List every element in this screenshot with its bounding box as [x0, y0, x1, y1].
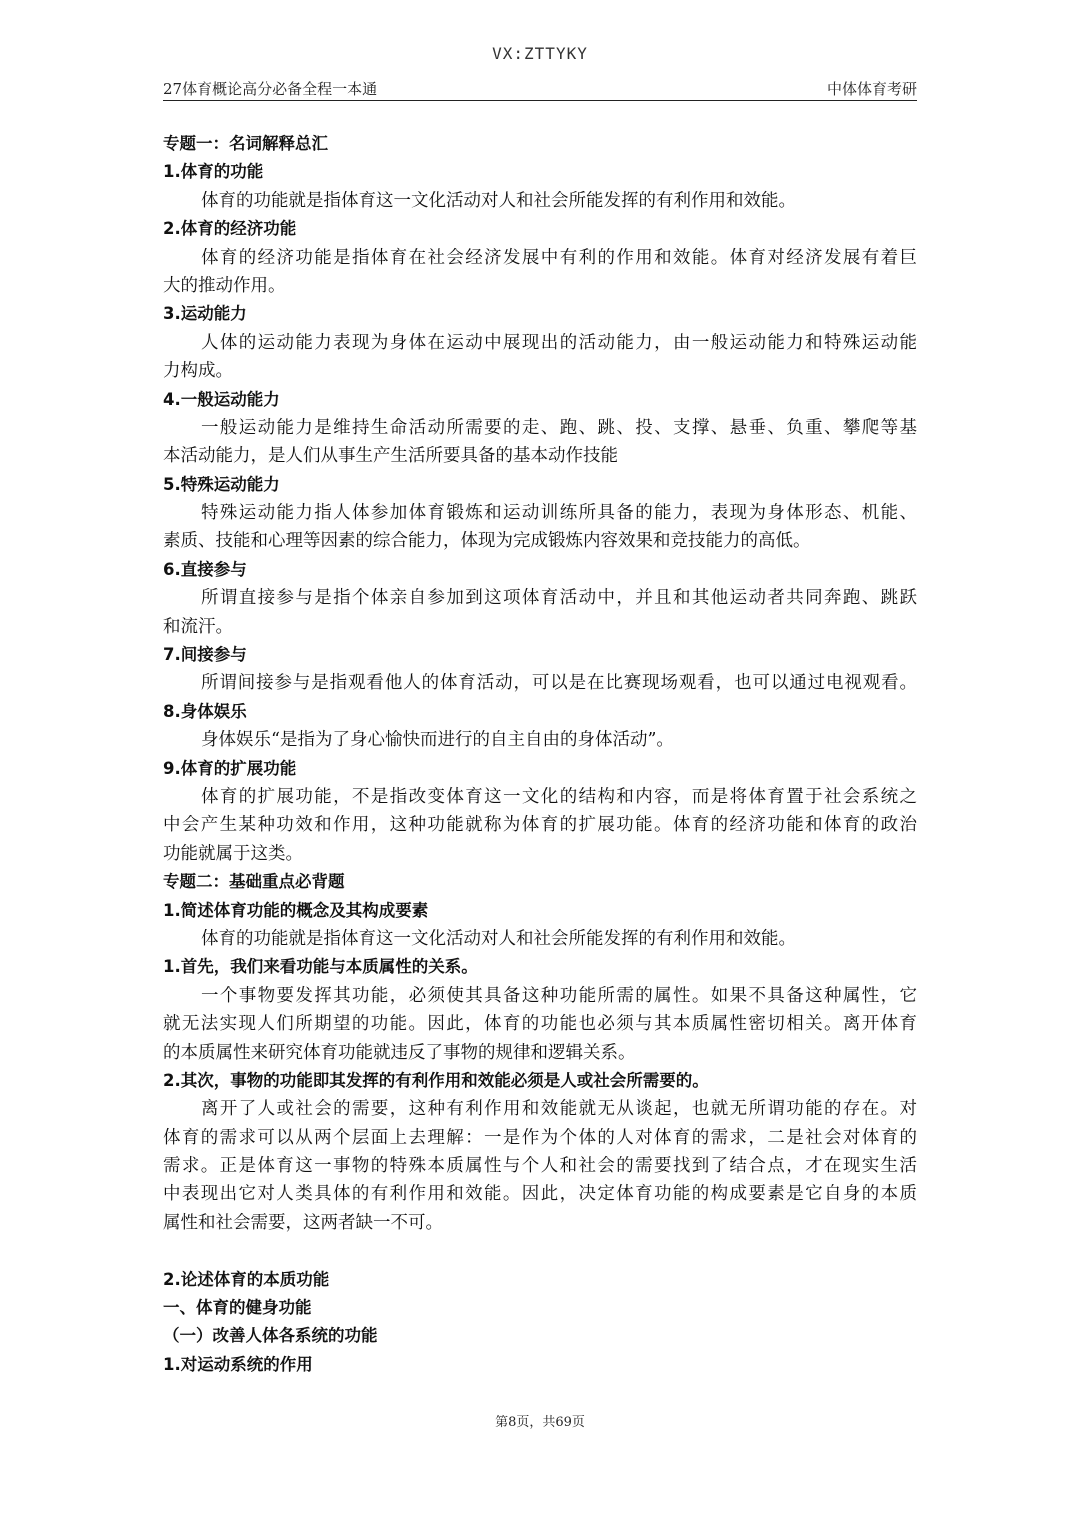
paragraph-line: 所谓间接参与是指观看他人的体育活动，可以是在比赛现场观看，也可以通过电视观看。 — [201, 673, 917, 694]
header-publisher: 中体体育考研 — [826, 80, 917, 98]
watermark: VX:ZTTYKY — [492, 44, 588, 63]
section-heading: 专题一：名词解释总汇 — [163, 134, 328, 153]
paragraph-line: 功能就属于这类。 — [163, 843, 303, 864]
page-number: 第8页，共69页 — [495, 1415, 585, 1430]
paragraph-line: 的本质属性来研究体育功能就违反了事物的规律和逻辑关系。 — [163, 1042, 636, 1063]
paragraph-line: 一般运动能力是维持生命活动所需要的走、跑、跳、投、支撑、悬垂、负重、攀爬等基 — [201, 417, 917, 438]
paragraph-line: 体育的功能就是指体育这一文化活动对人和社会所能发挥的有利作用和效能。 — [201, 928, 796, 949]
section-heading: 1.体育的功能 — [163, 162, 264, 182]
section-heading: 1.简述体育功能的概念及其构成要素 — [163, 900, 429, 920]
paragraph-line: 和流汗。 — [163, 616, 233, 637]
section-heading: 2.体育的经济功能 — [163, 219, 297, 239]
paragraph-line: 所谓直接参与是指个体亲自参加到这项体育活动中，并且和其他运动者共同奔跑、跳跃 — [201, 588, 917, 609]
paragraph-line: 中表现出它对人类具体的有利作用和效能。因此，决定体育功能的构成要素是它自身的本质 — [163, 1184, 917, 1205]
paragraph-line: 属性和社会需要，这两者缺一不可。 — [163, 1212, 443, 1233]
page-header — [163, 78, 917, 101]
paragraph-line: 体育的经济功能是指体育在社会经济发展中有利的作用和效能。体育对经济发展有着巨 — [201, 247, 917, 268]
section-heading: 8.身体娱乐 — [163, 701, 247, 721]
section-heading: 4.一般运动能力 — [163, 389, 280, 409]
section-heading: 2.论述体育的本质功能 — [163, 1269, 330, 1289]
paragraph-line: 需求。正是体育这一事物的特殊本质属性与个人和社会的需要找到了结合点，才在现实生活 — [163, 1156, 917, 1177]
paragraph-line: 身体娱乐“是指为了身心愉快而进行的自主自由的身体活动”。 — [201, 730, 674, 751]
paragraph-line: 就无法实现人们所期望的功能。因此，体育的功能也必须与其本质属性密切相关。离开体育 — [163, 1014, 917, 1035]
section-heading: 1.对运动系统的作用 — [163, 1354, 313, 1374]
paragraph-line: 本活动能力，是人们从事生产生活所要具备的基本动作技能 — [163, 446, 618, 467]
section-heading: 一、体育的健身功能 — [163, 1298, 312, 1318]
section-heading: 专题二：基础重点必背题 — [163, 872, 345, 892]
paragraph-line: 离开了人或社会的需要，这种有利作用和效能就无从谈起，也就无所谓功能的存在。对 — [201, 1099, 917, 1120]
section-heading: 2.其次，事物的功能即其发挥的有利作用和效能必须是人或社会所需要的。 — [163, 1070, 709, 1090]
paragraph-line: 大的推动作用。 — [163, 275, 286, 296]
document-body — [163, 130, 917, 1379]
paragraph-line: 一个事物要发挥其功能，必须使其具备这种功能所需的属性。如果不具备这种属性，它 — [201, 985, 917, 1006]
paragraph-line: 特殊运动能力指人体参加体育锻炼和运动训练所具备的能力，表现为身体形态、机能、 — [201, 503, 917, 524]
header-book-title: 27体育概论高分必备全程一本通 — [163, 80, 378, 98]
paragraph-line: 人体的运动能力表现为身体在运动中展现出的活动能力，由一般运动能力和特殊运动能 — [201, 332, 917, 353]
paragraph-line: 中会产生某种功效和作用，这种功能就称为体育的扩展功能。体育的经济功能和体育的政治 — [163, 815, 917, 836]
section-heading: 1.首先，我们来看功能与本质属性的关系。 — [163, 957, 478, 977]
section-heading: 9.体育的扩展功能 — [163, 758, 297, 778]
paragraph-line: 素质、技能和心理等因素的综合能力，体现为完成锻炼内容效果和竞技能力的高低。 — [163, 531, 811, 552]
blank-line — [163, 1237, 917, 1265]
paragraph-line: 力构成。 — [163, 361, 233, 382]
paragraph-line: 体育的需求可以从两个层面上去理解：一是作为个体的人对体育的需求，二是社会对体育的 — [163, 1127, 917, 1148]
section-heading: 6.直接参与 — [163, 559, 247, 579]
section-heading: 3.运动能力 — [163, 304, 247, 324]
section-heading: 7.间接参与 — [163, 645, 247, 665]
section-heading: （一）改善人体各系统的功能 — [163, 1326, 378, 1346]
section-heading: 5.特殊运动能力 — [163, 474, 280, 494]
paragraph-line: 体育的功能就是指体育这一文化活动对人和社会所能发挥的有利作用和效能。 — [201, 190, 796, 211]
paragraph-line: 体育的扩展功能，不是指改变体育这一文化的结构和内容，而是将体育置于社会系统之 — [201, 786, 917, 807]
